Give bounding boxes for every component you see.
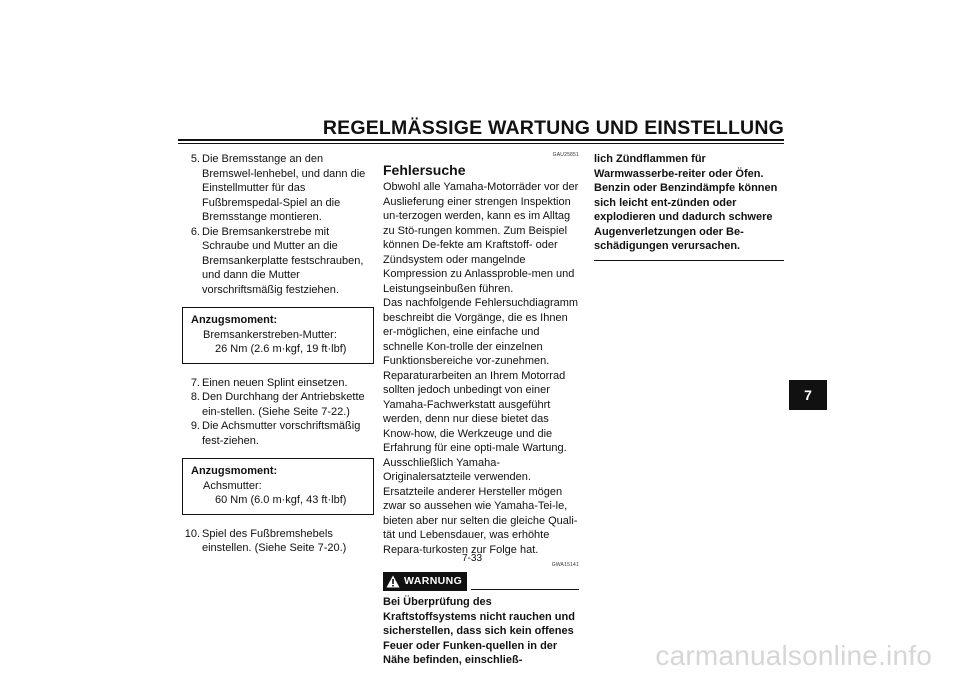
- warning-text-continued: lich Zündflammen für Warmwasserbe-reiter oder Öfen. Benzin oder Benzindämpfe können sich leicht ent-zünden oder explodieren und dadurch schwere Augenverletzungen oder Be-schädigungen verursachen.: [594, 153, 778, 252]
- step-text: Die Bremsstange an den Bremswel-lenhebel, und dann die Einstellmutter für das Fußbremspedal-Spiel an die Bremsstange montieren.: [202, 153, 366, 223]
- step-6: [182, 225, 374, 298]
- step-number: 5.: [190, 153, 200, 165]
- torque-label: Anzugsmoment:: [191, 465, 278, 477]
- step-text: Einen neuen Splint einsetzen.: [202, 376, 348, 389]
- page-number: 7-33: [462, 553, 483, 564]
- warning-code: GWA15141: [551, 562, 579, 568]
- section-code: GAU25851: [552, 152, 579, 158]
- warning-badge: [383, 572, 467, 591]
- page-header-title: REGELMÄSSIGE WARTUNG UND EINSTELLUNG: [322, 117, 784, 139]
- warning-label: WARNUNG: [404, 575, 463, 588]
- step-10: [182, 527, 374, 556]
- torque-box-brake-strut: [182, 307, 374, 364]
- header-rule-thin: [178, 143, 784, 144]
- step-number: 8.: [190, 391, 200, 403]
- step-number: 10.: [184, 527, 200, 540]
- warning-heading: [383, 572, 579, 591]
- step-7: [182, 376, 374, 391]
- column-right: [594, 152, 784, 261]
- header-rule-thick: [178, 139, 784, 141]
- step-text: Die Bremsankerstrebe mit Schraube und Mutter an die Bremsankerplatte festschrauben, und dann die Mutter vorschriftsmäßig festziehen.: [202, 225, 364, 296]
- paragraph: Das nachfolgende Fehlersuchdiagramm beschreibt die Vorgänge, die es Ihnen er-möglichen, eine einfache und schnelle Kon-trolle der einzelnen Funktionsbereiche vor-zunehmen. Reparaturarbeiten an Ihrem Motorrad sollten jedoch unbedingt von einer Yamaha-Fachwerkstatt ausgeführt werden, denn nur diese bietet das Know-how, die Werkzeuge und die Erfahrung für eine opti-male Wartung.: [383, 297, 579, 454]
- torque-box-axle-nut: [182, 458, 374, 515]
- warning-rule: [471, 589, 579, 590]
- step-text: Die Achsmutter vorschriftsmäßig fest-ziehen.: [202, 420, 361, 447]
- step-number: 7.: [190, 376, 200, 389]
- warning-end-rule: [594, 260, 784, 261]
- warning-text: Bei Überprüfung des Kraftstoffsystems nicht rauchen und sicherstellen, dass sich kein offenes Feuer oder Funken-quellen in der Nähe befinden, einschließ-: [383, 596, 575, 666]
- watermark: carmanualsonline.info: [655, 640, 932, 671]
- section-title: Fehlersuche: [383, 162, 466, 178]
- step-5: [182, 152, 374, 225]
- chapter-tab: 7: [789, 380, 827, 410]
- torque-value: 26 Nm (2.6 m·kgf, 19 ft·lbf): [215, 343, 347, 355]
- step-number: 9.: [190, 420, 200, 432]
- step-8: [182, 390, 374, 419]
- torque-value: 60 Nm (6.0 m·kgf, 43 ft·lbf): [215, 494, 347, 506]
- torque-part-name: Bremsankerstreben-Mutter:: [203, 328, 337, 341]
- step-number: 6.: [190, 225, 200, 238]
- paragraph: Obwohl alle Yamaha-Motorräder vor der Auslieferung einer strengen Inspektion un-terzogen werden, kann es im Alltag zu Stö-rungen kommen. Zum Beispiel können De-fekte am Kraftstoff- oder Zündsystem oder mangelnde Kompression zu Anlassproble-men und Leistungseinbußen führen.: [383, 181, 579, 295]
- step-text: Den Durchhang der Antriebskette ein-stellen. (Siehe Seite 7-22.): [202, 391, 365, 418]
- column-left: [182, 152, 374, 556]
- warning-triangle-icon: [386, 575, 400, 588]
- paragraph: Ausschließlich Yamaha-Originalersatzteile verwenden. Ersatzteile anderer Hersteller mögen zwar so aussehen wie Yamaha-Tei-le, bieten aber nur selten die gleiche Quali-tät und Lebensdauer, was erhöhte Repara-turkosten zur Folge hat.: [383, 456, 578, 556]
- torque-part-name: Achsmutter:: [203, 479, 262, 492]
- step-9: [182, 419, 374, 448]
- torque-label: Anzugsmoment:: [191, 314, 278, 326]
- column-middle: [383, 152, 579, 668]
- step-text: Spiel des Fußbremshebels einstellen. (Siehe Seite 7-20.): [202, 527, 347, 554]
